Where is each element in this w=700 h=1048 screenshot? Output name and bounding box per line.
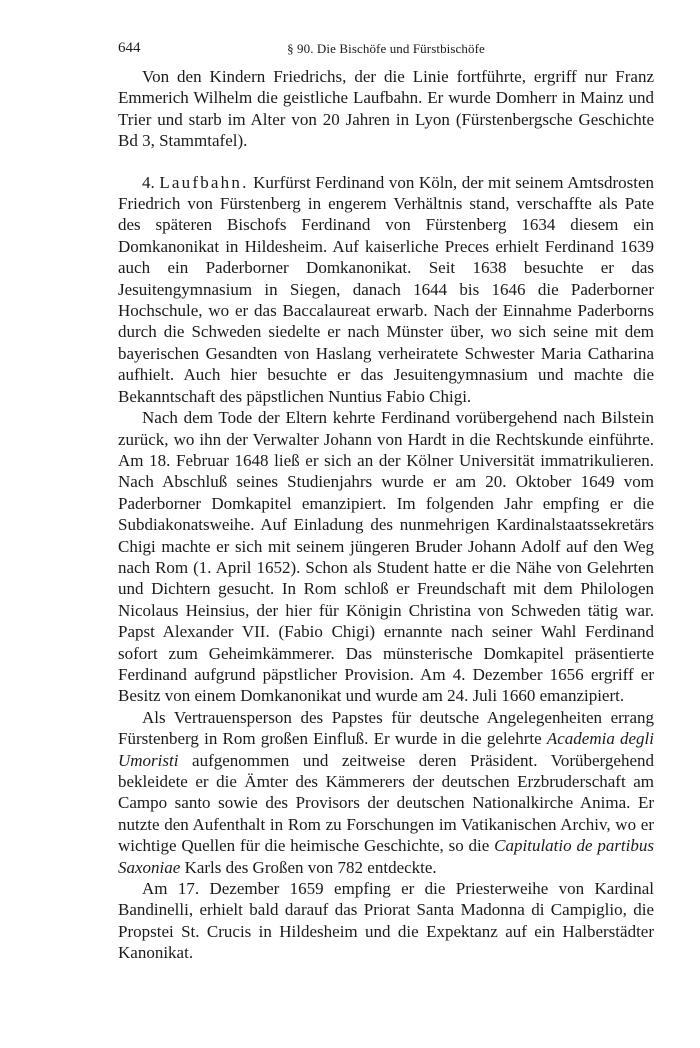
running-head: § 90. Die Bischöfe und Fürstbischöfe (287, 41, 485, 56)
section-number: 4. (142, 172, 155, 192)
paragraph-rome (118, 707, 654, 878)
page-number: 644 (118, 40, 141, 56)
paragraph-ordination: Am 17. Dezember 1659 empfing er die Priesterweihe von Kardinal Bandinelli, erhielt bald darauf das Priorat Santa Madonna di Campiglio, die Propstei St. Crucis in Hildesheim und die Expektanz auf ein Halberstädter Kanonikat. (118, 879, 654, 963)
section-heading: Laufbahn. (159, 172, 249, 192)
paragraph-studies: Nach dem Tode der Eltern kehrte Ferdinand vorübergehend nach Bilstein zurück, wo ihn der Verwalter Johann von Hardt in die Rechtskunde einführte. Am 18. Februar 1648 ließ er sich an der Kölner Universität immatrikulieren. Nach Abschluß seines Studienjahrs wurde er am 20. Oktober 1649 vom Paderborner Domkapitel emanzipiert. Im folgenden Jahr empfing er die Subdiakonatsweihe. Auf Einladung des nunmehrigen Kardinalstaatssekretärs Chigi machte er sich mit seinem jüngeren Bruder Johann Adolf auf den Weg nach Rom (1. April 1652). Schon als Student hatte er die Nähe von Gelehrten und Dichtern gesucht. In Rom schloß er Freundschaft mit dem Philologen Nicolaus Heinsius, der hier für Königin Christina von Schweden tätig war. Papst Alexander VII. (Fabio Chigi) ernannte nach seiner Wahl Ferdinand sofort zum Geheimkämmerer. Das münsterische Domkapitel präsentierte Ferdinand aufgrund päpstlicher Provision. Am 4. Dezember 1656 ergriff er Besitz von einem Domkanonikat und wurde am 24. Juli 1660 emanzipiert. (118, 408, 654, 706)
page-header (118, 40, 654, 60)
paragraph-rome-text-c: Karls des Großen von 782 entdeckte. (184, 857, 437, 877)
paragraph-career-text: Kurfürst Ferdinand von Köln, der mit seinem Amtsdrosten Friedrich von Fürstenberg in engerem Verhältnis stand, verschaffte als Pate des späteren Bischofs Ferdinand von Fürstenberg 1634 diesem ein Domkanonikat in Hildesheim. Auf kaiserliche Preces erhielt Ferdinand 1639 auch ein Paderborner Domkanonikat. Seit 1638 besuchte er das Jesuitengymnasium in Siegen, danach 1644 bis 1646 die Paderborner Hochschule, wo er das Baccalaureat erwarb. Nach der Einnahme Paderborns durch die Schweden siedelte er nach Münster über, wo sich seine mit dem bayerischen Gesandten von Haslang verheiratete Schwester Maria Catharina aufhielt. Auch hier besuchte er das Jesuitengymnasium und machte die Bekanntschaft des päpstlichen Nuntius Fabio Chigi. (118, 172, 654, 406)
academy-name: Academia degli Umoristi (118, 729, 655, 770)
paragraph-rome-text-b: aufgenommen und zeitweise deren Präsident. Vorübergehend bekleidete er die Ämter des Kämmerers der deutschen Erzbruderschaft am Campo santo sowie des Provisors der deutschen Nationalkirche Anima. Er nutzte den Aufenthalt in Rom zu Forschungen im Vatikanischen Archiv, wo er wichtige Quellen für die heimische Geschichte, so die (118, 750, 655, 856)
paragraph-children: Von den Kindern Friedrichs, der die Linie fortführte, ergriff nur Franz Emmerich Wilhelm die geistliche Laufbahn. Er wurde Domherr in Mainz und Trier und starb im Alter von 20 Jahren in Lyon (Fürstenbergsche Geschichte Bd 3, Stammtafel). (118, 67, 654, 151)
body-text (118, 66, 654, 964)
paragraph-career (118, 172, 654, 407)
document-title: Capitulatio de partibus Saxoniae (118, 836, 654, 877)
paragraph-rome-text-a: Als Vertrauensperson des Papstes für deutsche Angelegenheiten errang Fürstenberg in Rom großen Einfluß. Er wurde in die gelehrte (118, 707, 654, 749)
